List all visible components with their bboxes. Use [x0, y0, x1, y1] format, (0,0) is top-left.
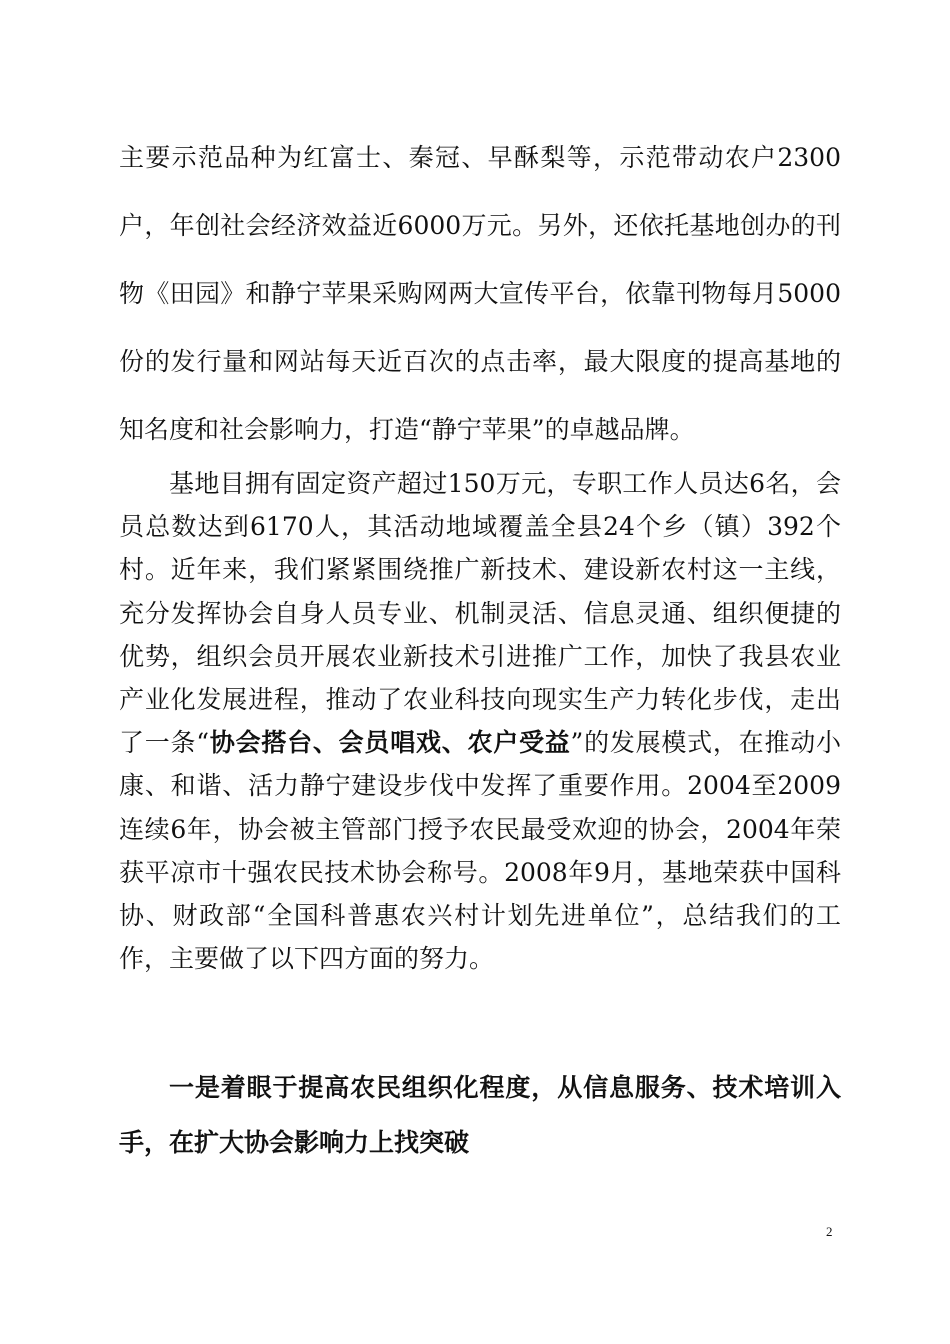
paragraph-2: [119, 462, 841, 980]
paragraph-1: 主要示范品种为红富士、秦冠、早酥梨等，示范带动农户2300户，年创社会经济效益近6000万元。另外，还依托基地创办的刊物《田园》和静宁苹果采购网两大宣传平台，依靠刊物每月5000份的发行量和网站每天近百次的点击率，最大限度的提高基地的知名度和社会影响力，打造“静宁苹果”的卓越品牌。: [119, 143, 841, 444]
page-number: 2: [826, 1224, 833, 1239]
paragraph-2-text-end: ”的发展模式，在推动小康、和谐、活力静宁建设步伐中发挥了重要作用。2004至2009连续6年，协会被主管部门授予农民最受欢迎的协会，2004年荣获平凉市十强农民技术协会称号。2008年9月，基地荣获中国科协、财政部“全国科普惠农兴村计划先进单位”，总结我们的工作，主要做了以下四方面的努力。: [119, 728, 841, 974]
paragraph-2-bold-phrase: 协会搭台、会员唱戏、农户受益: [209, 728, 571, 758]
paragraph-2-text-start: 基地目拥有固定资产超过150万元，专职工作人员达6名，会员总数达到6170人，其活动地域覆盖全县24个乡（镇）392个村。近年来，我们紧紧围绕推广新技术、建设新农村这一主线，充分发挥协会自身人员专业、机制灵活、信息灵通、组织便捷的优势，组织会员开展农业新技术引进推广工作，加快了我县农业产业化发展进程，推动了农业科技向现实生产力转化步伐，走出了一条“: [119, 469, 841, 758]
section-heading: 一是着眼于提高农民组织化程度，从信息服务、技术培训入手，在扩大协会影响力上找突破: [119, 1073, 841, 1157]
